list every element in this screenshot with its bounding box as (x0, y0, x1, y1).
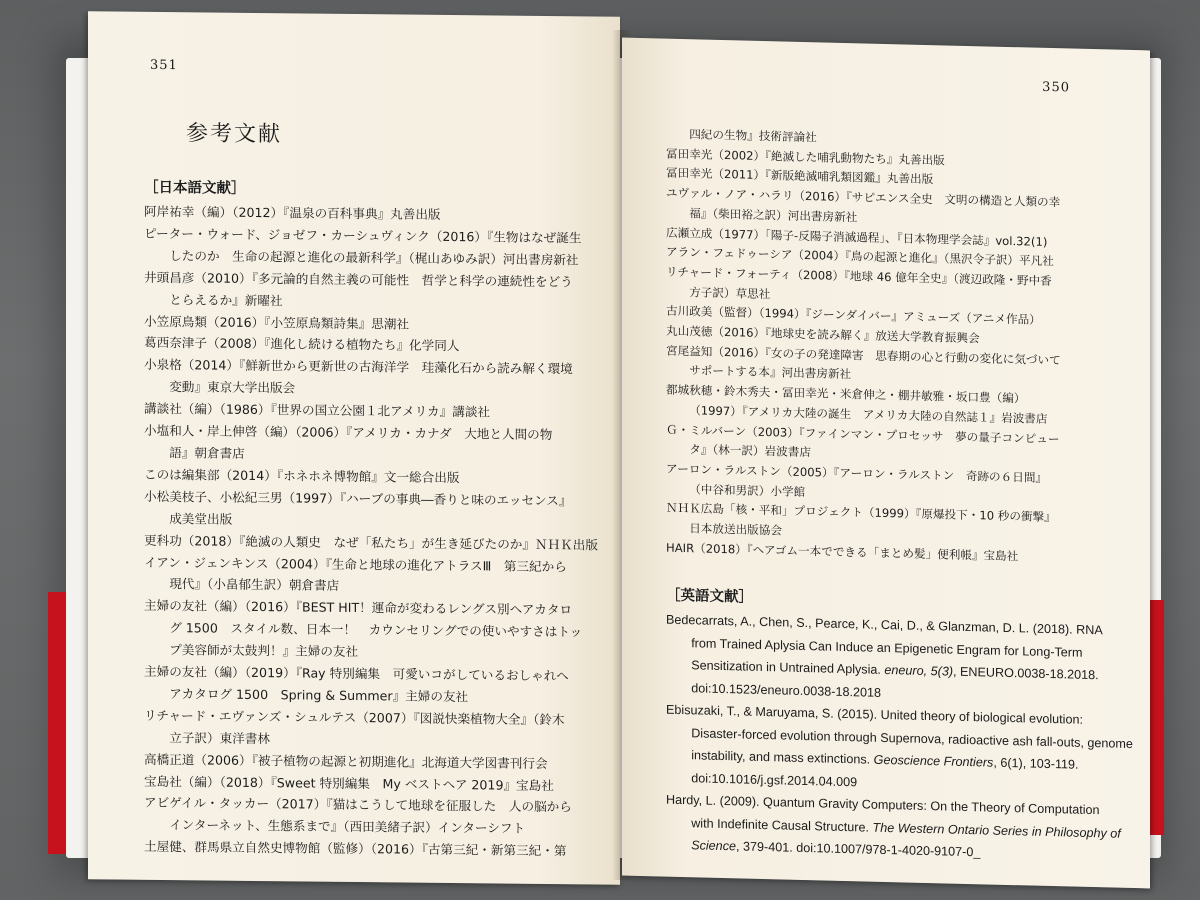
reference-continuation-line: 変動』東京大学出版会 (169, 379, 296, 396)
left-page (88, 11, 620, 885)
reference-list-continued (666, 125, 1133, 868)
reference-line: イアン・ジェンキンス（2004）『生命と地球の進化アトラスⅢ 第三紀から (144, 554, 567, 574)
reference-line: 講談社（編）（1986）『世界の国立公園１北アメリカ』講談社 (144, 400, 491, 420)
reference-line: ピーター・ウォード、ジョゼフ・カーシュヴィンク（2016）『生物はなぜ誕生 (144, 225, 582, 246)
reference-line: 丸山茂徳（2016）『地球史を読み解く』放送大学教育振興会 (666, 323, 980, 346)
right-page (622, 38, 1150, 889)
cover-red-band-left (48, 592, 66, 854)
reference-continuation-line: アカタログ 1500 Spring & Summer』主婦の友社 (169, 686, 469, 705)
reference-line: このは編集部（2014）『ホネホネ博物館』文一総合出版 (144, 466, 460, 485)
reference-line: リチャード・エヴァンズ・シュルテス（2007）『図説快楽植物大全』（鈴木 (144, 707, 565, 728)
reference-line: 葛西奈津子（2008）『進化し続ける植物たち』化学同人 (144, 335, 460, 354)
reference-line: 古川政美（監督）（1994）『ジーンダイバー』アミューズ（アニメ作品） (666, 303, 1041, 328)
reference-continuation-line: グ 1500 スタイル数、日本一！ カウンセリングでの使いやすさはトッ (169, 620, 583, 640)
reference-continuation-line: 語』朝倉書店 (169, 445, 245, 461)
reference-continuation-line: 方子訳）草思社 (689, 284, 771, 301)
journal-title: eneuro, 5(3) (884, 663, 954, 680)
section-heading-japanese: ［日本語文献］ (144, 179, 246, 197)
chapter-title: 参考文献 (186, 121, 283, 148)
reference-entry (144, 836, 604, 863)
reference-continuation-line: 現代』（小畠郁生訳）朝倉書店 (169, 576, 340, 594)
reference-line: 宮尾益知（2016）『女の子の発達障害 思春期の心と行動の変化に気づいて (666, 343, 1061, 368)
page-number-left: 351 (150, 57, 178, 74)
reference-line: アラン・フェドゥーシア（2004）『鳥の起源と進化』（黒沢令子訳）平凡社 (666, 244, 1054, 269)
reference-continuation-line: インターネット、生態系まで』（西田美緒子訳）インターシフト (169, 817, 526, 837)
journal-title: Geoscience Frontiers (873, 753, 994, 771)
reference-entry (144, 595, 604, 666)
reference-entries (144, 201, 604, 863)
reference-continuation-line: 立子訳）東洋書林 (169, 729, 270, 746)
reference-line: アビゲイル・タッカー（2017）『猫はこうして地球を征服した 人の脳から (144, 795, 572, 815)
reference-entry (144, 354, 604, 403)
reference-line: 小松美枝子、小松紀三男（1997）『ハーブの事典―香りと味のエッセンス』 (144, 488, 572, 509)
reference-line: 高橋正道（2006）『被子植物の起源と初期進化』北海道大学図書刊行会 (144, 751, 548, 771)
reference-continuation-line: （1997）『アメリカ大陸の誕生 アメリカ大陸の自然誌１』岩波書店 (689, 403, 1048, 426)
reference-line: ユヴァル・ノア・ハラリ（2016）『サピエンス全史 文明の構造と人類の幸 (666, 185, 1061, 210)
reference-line: 小泉格（2014）『鮮新世から更新世の古海洋学 珪藻化石から読み解く環境 (144, 357, 573, 377)
reference-line: HAIR（2018）『ヘアゴム一本でできる「まとめ髪」便利帳』宝島社 (666, 540, 1019, 564)
reference-continuation-line: サポートする本』河出書房新社 (689, 363, 852, 382)
reference-entry (144, 267, 604, 316)
reference-line: 冨田幸光（2002）『絶滅した哺乳動物たち』丸善出版 (666, 146, 945, 168)
reference-continuation-line: 成美堂出版 (169, 510, 233, 527)
japanese-reference-list (144, 176, 604, 863)
reference-continuation-line: プ美容師が太鼓判！』主婦の友社 (169, 642, 359, 660)
reference-continuation-line: （中谷和男訳）小学館 (689, 481, 806, 499)
reference-entry (144, 661, 604, 710)
reference-entry (144, 792, 604, 841)
reference-line: Ｇ・ミルバーン（2003）『ファインマン・プロセッサ 夢の量子コンピュー (666, 422, 1060, 446)
reference-entry (144, 705, 604, 754)
reference-entry (144, 223, 604, 272)
reference-line: 宝島社（編）（2018）『Sweet 特別編集 My ベストヘア 2019』宝島社 (144, 773, 554, 793)
reference-line: 井頭昌彦（2010）『多元論的自然主義の可能性 哲学と科学の連続性をどう (144, 269, 573, 290)
reference-continuation-line: とらえるか』新曜社 (169, 291, 283, 308)
cover-red-band-right (1150, 600, 1164, 835)
reference-line: 主婦の友社（編）（2016）『BEST HIT！運命が変わるレングス別ヘアカタロ (144, 598, 573, 618)
reference-continuation-line: 福』（柴田裕之訳）河出書房新社 (689, 206, 858, 225)
reference-line: ＮＨＫ広島「核・平和」プロジェクト（1999）『原爆投下・10 秒の衝撃』 (666, 500, 1056, 525)
reference-line: アーロン・ラルストン（2005）『アーロン・ラルストン 奇跡の６日間』 (666, 461, 1048, 485)
reference-entry (144, 551, 604, 600)
reference-line: 小笠原鳥類（2016）『小笠原鳥類詩集』思潮社 (144, 313, 410, 332)
reference-line: 土屋健、群馬県立自然史博物館（監修）（2016）『古第三紀・新第三紀・第 (144, 839, 567, 859)
english-reference: Hardy, L. (2009). Quantum Gravity Computers: On the Theory of Computation with Indefinite Causal Structure. The Western Ontario Series in Philosophy of Science, 379-401. doi:10.1007/978-1-4020-9107-0_ (666, 793, 1121, 860)
reference-line: リチャード・フォーティ（2008）『地球 46 億年全史』（渡辺政隆・野中香 (666, 264, 1052, 288)
reference-line: 更科功（2018）『絶滅の人類史 なぜ「私たち」が生き延びたのか』ＮＨＫ出版 (144, 532, 598, 553)
reference-continuation-line: 四紀の生物』技術評論社 (689, 127, 817, 145)
reference-continuation-line: 日本放送出版協会 (689, 521, 782, 538)
reference-line: 主婦の友社（編）（2019）『Ray 特別編集 可愛いコがしているおしゃれヘ (144, 663, 569, 684)
reference-line: 広瀬立成（1977）「陽子-反陽子消滅過程」、『日本物理学会誌』vol.32(1) (666, 225, 1048, 249)
page-number-right: 350 (1042, 79, 1070, 96)
reference-line: 阿岸祐幸（編）（2012）『温泉の百科事典』丸善出版 (144, 203, 441, 222)
section-heading-english: ［英語文献］ (666, 588, 753, 607)
reference-entry (144, 420, 604, 469)
reference-line: 冨田幸光（2011）『新版絶滅哺乳類図鑑』丸善出版 (666, 166, 934, 187)
reference-continuation-line: タ』（林一訳）岩波書店 (689, 442, 811, 460)
reference-continuation-line: したのか 生命の起源と進化の最新科学』（梶山あゆみ訳）河出書房新社 (169, 247, 579, 268)
journal-title: The Western Ontario Series in Philosophy of (872, 820, 1121, 841)
reference-entry (144, 486, 604, 535)
reference-line: 小塩和人・岸上伸啓（編）（2006）『アメリカ・カナダ 大地と人間の物 (144, 422, 553, 443)
english-reference: Ebisuzaki, T., & Maruyama, S. (2015). United theory of biological evolution: Disaster-forced evolution through Supernova, radioactive ash fall-outs, genome instability, and mass extinctions. Geoscience Frontiers, 6(1), 103-119. doi:10.1016/j.gsf.2014.04.009 (666, 703, 1133, 790)
english-reference: Bedecarrats, A., Chen, S., Pearce, K., Cai, D., & Glanzman, D. L. (2018). RNA from Trained Aplysia Can Induce an Epigenetic Engram for Long-Term Sensitization in Untrained Aplysia. eneuro, 5(3), ENEURO.0038-18.2018. doi:10.1523/eneuro.0038-18.2018 (666, 613, 1103, 700)
reference-line: 都城秋穂・鈴木秀夫・冨田幸光・米倉伸之・棚井敏雅・坂口豊（編） (666, 382, 1026, 406)
reference-entries (666, 125, 1102, 569)
